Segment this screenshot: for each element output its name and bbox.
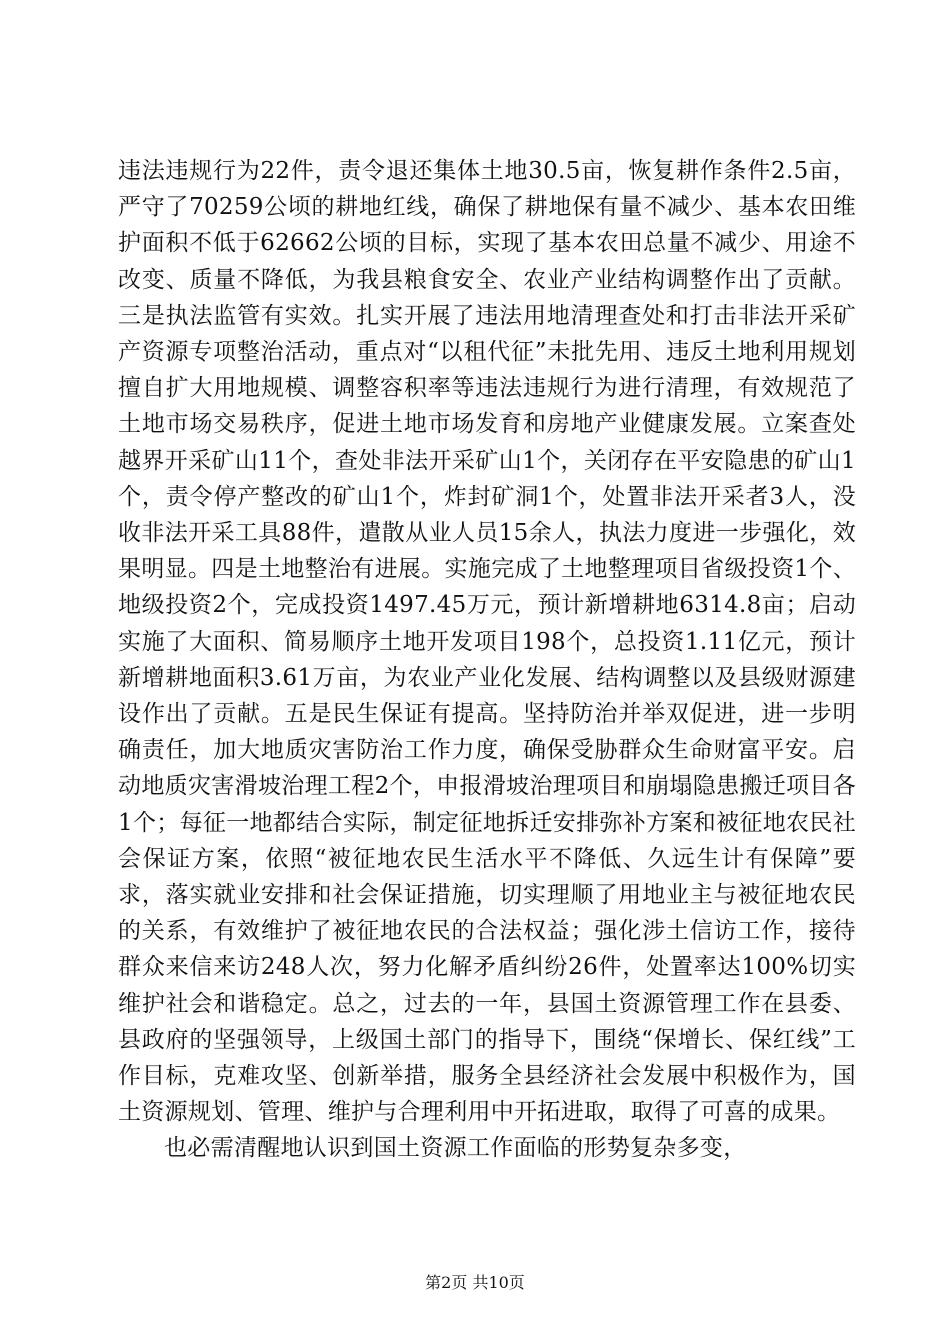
body-paragraph-1: 违法违规行为22件，责令退还集体土地30.5亩，恢复耕作条件2.5亩，严守了70259公顷的耕地红线，确保了耕地保有量不减少、基本农田维护面积不低于62662公顷的目标，实现了基本农田总量不减少、用途不改变、质量不降低，为我县粮食安全、农业产业结构调整作出了贡献。三是执法监管有实效。扎实开展了违法用地清理查处和打击非法开采矿产资源专项整治活动，重点对“以租代征”未批先用、违反土地利用规划擅自扩大用地规模、调整容积率等违法违规行为进行清理，有效规范了土地市场交易秩序，促进土地市场发育和房地产业健康发展。立案查处越界开采矿山11个，查处非法开采矿山1个，关闭存在平安隐患的矿山1个，责令停产整改的矿山1个，炸封矿洞1个，处置非法开采者3人，没收非法开采工具88件，遣散从业人员15余人，执法力度进一步强化，效果明显。四是土地整治有进展。实施完成了土地整理项目省级投资1个、地级投资2个，完成投资1497.45万元，预计新增耕地6314.8亩；启动实施了大面积、简易顺序土地开发项目198个，总投资1.11亿元，预计新增耕地面积3.61万亩，为农业产业化发展、结构调整以及县级财源建设作出了贡献。五是民生保证有提高。坚持防治并举双促进，进一步明确责任，加大地质灾害防治工作力度，确保受胁群众生命财富平安。启动地质灾害滑坡治理工程2个，申报滑坡治理项目和崩塌隐患搬迁项目各1个；每征一地都结合实际，制定征地拆迁安排弥补方案和被征地农民社会保证方案，依照“被征地农民生活水平不降低、久远生计有保障”要求，落实就业安排和社会保证措施，切实理顺了用地业主与被征地农民的关系，有效维护了被征地农民的合法权益；强化涉土信访工作，接待群众来信来访248人次，努力化解矛盾纠纷26件，处置率达100%切实维护社会和谐稳定。总之，过去的一年，县国土资源管理工作在县委、县政府的坚强领导，上级国土部门的指导下，围绕“保增长、保红线”工作目标，克难攻坚、创新举措，服务全县经济社会发展中积极作为，国土资源规划、管理、维护与合理利用中开拓进取，取得了可喜的成果。 xyxy=(118,158,856,1126)
body-paragraph-2: 也必需清醒地认识到国土资源工作面临的形势复杂多变， xyxy=(164,1135,747,1162)
page-number-footer: 第2页 共10页 xyxy=(425,1273,525,1292)
document-body xyxy=(118,153,856,1167)
